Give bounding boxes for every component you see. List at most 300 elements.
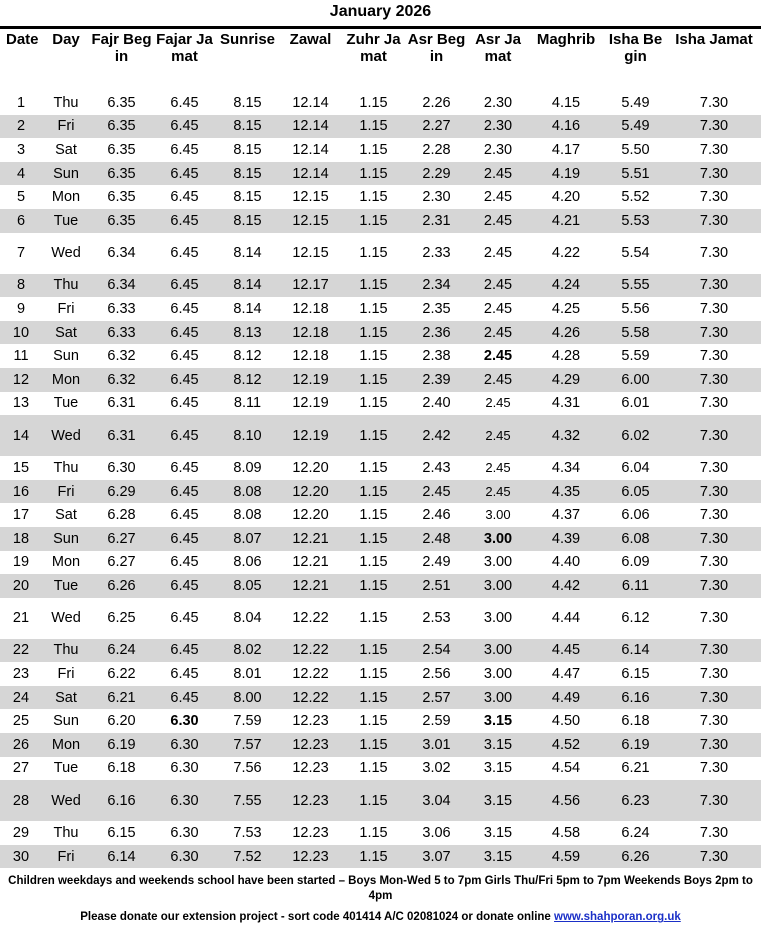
cell-isha-jamat: 7.30 bbox=[667, 686, 761, 710]
cell-asr-jamat: 3.15 bbox=[483, 825, 513, 842]
cell-isha-begin: 5.58 bbox=[604, 321, 667, 345]
cell-maghrib: 4.45 bbox=[528, 639, 604, 663]
cell-asr-begin: 2.35 bbox=[422, 300, 451, 317]
table-row bbox=[0, 138, 761, 162]
cell-day: Tue bbox=[53, 395, 79, 412]
cell-zawal: 12.14 bbox=[292, 94, 329, 111]
cell-zawal: 12.18 bbox=[292, 348, 329, 365]
cell-day: Sun bbox=[53, 713, 79, 730]
table-row bbox=[0, 162, 761, 186]
table-row bbox=[0, 480, 761, 504]
cell-asr-jamat: 3.15 bbox=[468, 733, 528, 757]
cell-fajar-jamat: 6.30 bbox=[153, 845, 216, 869]
cell-isha-jamat: 7.30 bbox=[699, 554, 729, 571]
cell-zawal: 12.19 bbox=[279, 415, 342, 456]
cell-zawal: 12.18 bbox=[279, 321, 342, 345]
cell-day: Sat bbox=[55, 507, 77, 524]
cell-zuhr-jamat: 1.15 bbox=[359, 94, 388, 111]
cell-asr-begin: 2.57 bbox=[405, 686, 468, 710]
cell-sunrise: 8.09 bbox=[233, 459, 262, 476]
table-row bbox=[0, 503, 761, 527]
cell-isha-jamat: 7.30 bbox=[667, 209, 761, 233]
cell-fajr-begin: 6.26 bbox=[90, 574, 153, 598]
cell-zawal: 12.15 bbox=[292, 245, 329, 262]
cell-asr-begin: 2.59 bbox=[422, 713, 451, 730]
cell-zawal: 12.21 bbox=[279, 574, 342, 598]
website-link[interactable]: www.shahporan.org.uk bbox=[554, 911, 681, 924]
cell-isha-begin: 6.21 bbox=[621, 760, 650, 777]
cell-isha-jamat: 7.30 bbox=[667, 639, 761, 663]
cell-asr-begin: 2.49 bbox=[422, 554, 451, 571]
cell-isha-begin: 6.15 bbox=[621, 666, 650, 683]
cell-zawal: 12.22 bbox=[292, 666, 329, 683]
cell-fajar-jamat: 6.45 bbox=[170, 610, 199, 627]
cell-fajr-begin: 6.24 bbox=[90, 639, 153, 663]
cell-zuhr-jamat: 1.15 bbox=[359, 300, 388, 317]
table-row bbox=[0, 527, 761, 551]
cell-isha-begin: 6.19 bbox=[604, 733, 667, 757]
header-asr-begin: Asr Begin bbox=[407, 31, 466, 65]
cell-fajar-jamat: 6.45 bbox=[170, 507, 199, 524]
cell-day: Wed bbox=[51, 245, 81, 262]
cell-asr-begin: 2.51 bbox=[405, 574, 468, 598]
cell-isha-jamat: 7.30 bbox=[667, 480, 761, 504]
cell-maghrib: 4.32 bbox=[528, 415, 604, 456]
cell-zuhr-jamat: 1.15 bbox=[359, 245, 388, 262]
cell-date: 22 bbox=[0, 639, 42, 663]
cell-isha-begin: 6.16 bbox=[604, 686, 667, 710]
cell-zuhr-jamat: 1.15 bbox=[342, 686, 405, 710]
cell-isha-begin: 6.06 bbox=[621, 507, 650, 524]
cell-zawal: 12.17 bbox=[279, 274, 342, 298]
cell-isha-jamat: 7.30 bbox=[667, 368, 761, 392]
cell-zawal: 12.19 bbox=[292, 395, 329, 412]
cell-asr-jamat: 2.45 bbox=[468, 274, 528, 298]
cell-zawal: 12.18 bbox=[292, 300, 329, 317]
cell-isha-begin: 6.23 bbox=[604, 780, 667, 821]
cell-zawal: 12.19 bbox=[279, 368, 342, 392]
cell-fajar-jamat: 6.45 bbox=[153, 368, 216, 392]
cell-isha-jamat: 7.30 bbox=[667, 733, 761, 757]
table-row bbox=[0, 757, 761, 781]
table-row bbox=[0, 551, 761, 575]
cell-sunrise: 8.12 bbox=[233, 348, 262, 365]
cell-maghrib: 4.24 bbox=[528, 274, 604, 298]
cell-fajr-begin: 6.14 bbox=[90, 845, 153, 869]
cell-sunrise: 8.05 bbox=[216, 574, 279, 598]
cell-zuhr-jamat: 1.15 bbox=[359, 760, 388, 777]
cell-asr-jamat: 2.30 bbox=[483, 94, 513, 111]
cell-fajr-begin: 6.15 bbox=[107, 825, 136, 842]
cell-asr-begin: 2.40 bbox=[422, 395, 451, 412]
cell-isha-begin: 5.52 bbox=[621, 189, 650, 206]
cell-maghrib: 4.25 bbox=[551, 300, 581, 317]
cell-date: 29 bbox=[12, 825, 30, 842]
cell-sunrise: 8.00 bbox=[216, 686, 279, 710]
table-row bbox=[0, 456, 761, 480]
cell-fajar-jamat: 6.45 bbox=[153, 639, 216, 663]
cell-zuhr-jamat: 1.15 bbox=[359, 507, 388, 524]
cell-isha-jamat: 7.30 bbox=[667, 321, 761, 345]
table-row bbox=[0, 368, 761, 392]
cell-asr-jamat: 2.45 bbox=[483, 245, 513, 262]
cell-date: 12 bbox=[0, 368, 42, 392]
cell-asr-jamat: 2.45 bbox=[468, 480, 528, 504]
cell-fajar-jamat: 6.45 bbox=[153, 162, 216, 186]
cell-fajr-begin: 6.34 bbox=[107, 245, 136, 262]
cell-fajr-begin: 6.32 bbox=[107, 348, 136, 365]
cell-asr-begin: 2.54 bbox=[405, 639, 468, 663]
cell-day: Fri bbox=[57, 300, 75, 317]
cell-day: Fri bbox=[42, 845, 90, 869]
cell-fajar-jamat: 6.45 bbox=[153, 209, 216, 233]
cell-sunrise: 8.10 bbox=[216, 415, 279, 456]
cell-isha-begin: 6.02 bbox=[604, 415, 667, 456]
cell-isha-jamat: 7.30 bbox=[699, 507, 729, 524]
cell-sunrise: 8.14 bbox=[216, 274, 279, 298]
cell-isha-begin: 5.55 bbox=[604, 274, 667, 298]
cell-date: 18 bbox=[0, 527, 42, 551]
cell-zawal: 12.23 bbox=[292, 760, 329, 777]
cell-day: Sat bbox=[55, 141, 77, 158]
cell-asr-jamat: 2.45 bbox=[483, 300, 513, 317]
table-row bbox=[0, 321, 761, 345]
cell-isha-begin: 5.49 bbox=[604, 115, 667, 139]
cell-asr-begin: 3.02 bbox=[422, 760, 451, 777]
cell-isha-begin: 6.24 bbox=[621, 825, 650, 842]
cell-zuhr-jamat: 1.15 bbox=[359, 666, 388, 683]
cell-asr-jamat: 3.15 bbox=[468, 845, 528, 869]
cell-asr-jamat: 3.15 bbox=[483, 760, 513, 777]
cell-day: Sat bbox=[42, 686, 90, 710]
cell-day: Sun bbox=[42, 527, 90, 551]
cell-asr-begin: 2.39 bbox=[405, 368, 468, 392]
cell-day: Tue bbox=[42, 574, 90, 598]
header-isha-jamat: Isha Jamat bbox=[675, 31, 753, 48]
cell-fajar-jamat: 6.45 bbox=[170, 554, 199, 571]
cell-fajr-begin: 6.27 bbox=[107, 554, 136, 571]
cell-zuhr-jamat: 1.15 bbox=[342, 274, 405, 298]
table-row bbox=[0, 185, 761, 209]
cell-fajr-begin: 6.27 bbox=[90, 527, 153, 551]
cell-asr-jamat: 3.00 bbox=[483, 666, 513, 683]
cell-fajar-jamat: 6.45 bbox=[153, 321, 216, 345]
cell-zuhr-jamat: 1.15 bbox=[342, 480, 405, 504]
cell-maghrib: 4.17 bbox=[551, 141, 581, 158]
table-row bbox=[0, 274, 761, 298]
cell-asr-begin: 2.45 bbox=[405, 480, 468, 504]
table-row bbox=[0, 297, 761, 321]
cell-day: Tue bbox=[42, 209, 90, 233]
cell-date: 27 bbox=[12, 760, 30, 777]
cell-zawal: 12.23 bbox=[279, 733, 342, 757]
cell-isha-begin: 5.53 bbox=[604, 209, 667, 233]
cell-isha-begin: 6.09 bbox=[621, 554, 650, 571]
cell-isha-begin: 5.59 bbox=[621, 348, 650, 365]
cell-fajr-begin: 6.22 bbox=[107, 666, 136, 683]
cell-asr-begin: 2.42 bbox=[405, 415, 468, 456]
cell-isha-begin: 5.54 bbox=[621, 245, 650, 262]
cell-asr-jamat: 3.00 bbox=[485, 507, 511, 523]
cell-sunrise: 8.01 bbox=[233, 666, 262, 683]
cell-fajar-jamat: 6.45 bbox=[153, 274, 216, 298]
cell-asr-begin: 2.28 bbox=[422, 141, 451, 158]
cell-sunrise: 8.15 bbox=[233, 141, 262, 158]
cell-zuhr-jamat: 1.15 bbox=[342, 115, 405, 139]
cell-fajar-jamat: 6.45 bbox=[170, 189, 199, 206]
cell-day: Mon bbox=[42, 368, 90, 392]
cell-date: 8 bbox=[0, 274, 42, 298]
cell-isha-jamat: 7.30 bbox=[699, 94, 729, 111]
cell-fajr-begin: 6.35 bbox=[107, 94, 136, 111]
cell-sunrise: 8.14 bbox=[233, 245, 262, 262]
cell-maghrib: 4.29 bbox=[528, 368, 604, 392]
cell-zawal: 12.14 bbox=[292, 141, 329, 158]
cell-zuhr-jamat: 1.15 bbox=[359, 348, 388, 365]
cell-isha-jamat: 7.30 bbox=[699, 760, 729, 777]
cell-date: 21 bbox=[12, 610, 30, 627]
cell-zuhr-jamat: 1.15 bbox=[342, 209, 405, 233]
cell-fajr-begin: 6.31 bbox=[107, 395, 136, 412]
cell-day: Sat bbox=[42, 321, 90, 345]
header-asr-jamat: Asr Jamat bbox=[475, 31, 521, 65]
cell-isha-jamat: 7.30 bbox=[699, 141, 729, 158]
cell-zuhr-jamat: 1.15 bbox=[342, 321, 405, 345]
cell-sunrise: 8.15 bbox=[233, 94, 262, 111]
cell-fajar-jamat: 6.45 bbox=[153, 574, 216, 598]
cell-date: 26 bbox=[0, 733, 42, 757]
cell-date: 24 bbox=[0, 686, 42, 710]
cell-maghrib: 4.31 bbox=[551, 395, 581, 412]
cell-zuhr-jamat: 1.15 bbox=[359, 395, 388, 412]
cell-sunrise: 8.06 bbox=[233, 554, 262, 571]
cell-asr-jamat: 2.30 bbox=[468, 115, 528, 139]
cell-maghrib: 4.15 bbox=[551, 94, 581, 111]
cell-zuhr-jamat: 1.15 bbox=[342, 368, 405, 392]
cell-asr-jamat: 2.45 bbox=[468, 368, 528, 392]
cell-isha-begin: 6.01 bbox=[621, 395, 650, 412]
cell-fajr-begin: 6.35 bbox=[90, 209, 153, 233]
table-row bbox=[0, 233, 761, 274]
cell-fajr-begin: 6.35 bbox=[90, 115, 153, 139]
cell-zuhr-jamat: 1.15 bbox=[342, 639, 405, 663]
cell-fajr-begin: 6.29 bbox=[90, 480, 153, 504]
cell-isha-jamat: 7.30 bbox=[699, 825, 729, 842]
cell-date: 23 bbox=[12, 666, 30, 683]
cell-isha-begin: 5.50 bbox=[621, 141, 650, 158]
cell-day: Thu bbox=[42, 639, 90, 663]
cell-maghrib: 4.40 bbox=[551, 554, 581, 571]
cell-zawal: 12.20 bbox=[279, 480, 342, 504]
cell-zuhr-jamat: 1.15 bbox=[359, 825, 388, 842]
cell-sunrise: 8.14 bbox=[233, 300, 262, 317]
cell-fajr-begin: 6.32 bbox=[90, 368, 153, 392]
cell-asr-jamat: 3.00 bbox=[468, 527, 528, 551]
cell-day: Fri bbox=[57, 666, 75, 683]
cell-fajr-begin: 6.20 bbox=[107, 713, 136, 730]
cell-zuhr-jamat: 1.15 bbox=[359, 141, 388, 158]
cell-zuhr-jamat: 1.15 bbox=[342, 845, 405, 869]
header-maghrib: Maghrib bbox=[536, 31, 596, 48]
cell-maghrib: 4.52 bbox=[528, 733, 604, 757]
cell-fajar-jamat: 6.30 bbox=[170, 825, 199, 842]
cell-day: Wed bbox=[42, 780, 90, 821]
cell-date: 1 bbox=[16, 94, 26, 111]
cell-isha-jamat: 7.30 bbox=[667, 845, 761, 869]
header-sunrise: Sunrise bbox=[219, 31, 276, 48]
cell-isha-jamat: 7.30 bbox=[667, 162, 761, 186]
cell-maghrib: 4.28 bbox=[551, 348, 581, 365]
cell-isha-jamat: 7.30 bbox=[667, 274, 761, 298]
cell-sunrise: 8.08 bbox=[216, 480, 279, 504]
cell-zuhr-jamat: 1.15 bbox=[342, 733, 405, 757]
cell-fajar-jamat: 6.45 bbox=[170, 94, 199, 111]
cell-date: 10 bbox=[0, 321, 42, 345]
cell-zawal: 12.22 bbox=[279, 686, 342, 710]
cell-isha-jamat: 7.30 bbox=[667, 415, 761, 456]
cell-date: 13 bbox=[12, 395, 30, 412]
cell-day: Thu bbox=[42, 274, 90, 298]
cell-asr-begin: 2.56 bbox=[422, 666, 451, 683]
cell-date: 25 bbox=[12, 713, 30, 730]
cell-zawal: 12.20 bbox=[292, 507, 329, 524]
cell-asr-begin: 2.33 bbox=[422, 245, 451, 262]
cell-fajar-jamat: 6.30 bbox=[170, 760, 199, 777]
cell-date: 5 bbox=[16, 189, 26, 206]
cell-fajr-begin: 6.19 bbox=[90, 733, 153, 757]
cell-isha-jamat: 7.30 bbox=[699, 666, 729, 683]
cell-date: 9 bbox=[16, 300, 26, 317]
cell-fajar-jamat: 6.45 bbox=[170, 348, 199, 365]
cell-zuhr-jamat: 1.15 bbox=[342, 162, 405, 186]
cell-isha-begin: 6.05 bbox=[604, 480, 667, 504]
table-row bbox=[0, 709, 761, 733]
cell-isha-jamat: 7.30 bbox=[699, 348, 729, 365]
cell-sunrise: 8.15 bbox=[216, 162, 279, 186]
cell-sunrise: 8.08 bbox=[233, 507, 262, 524]
cell-date: 4 bbox=[0, 162, 42, 186]
cell-date: 2 bbox=[0, 115, 42, 139]
cell-fajr-begin: 6.35 bbox=[107, 189, 136, 206]
header-zawal: Zawal bbox=[289, 31, 332, 48]
cell-isha-jamat: 7.30 bbox=[699, 245, 729, 262]
cell-maghrib: 4.22 bbox=[551, 245, 581, 262]
donation-notice bbox=[0, 904, 761, 925]
cell-maghrib: 4.56 bbox=[528, 780, 604, 821]
cell-maghrib: 4.20 bbox=[551, 189, 581, 206]
table-row bbox=[0, 415, 761, 456]
cell-day: Thu bbox=[53, 94, 79, 111]
table-row bbox=[0, 574, 761, 598]
cell-sunrise: 7.52 bbox=[216, 845, 279, 869]
cell-asr-jamat: 2.45 bbox=[468, 162, 528, 186]
cell-date: 3 bbox=[16, 141, 26, 158]
cell-fajar-jamat: 6.30 bbox=[153, 733, 216, 757]
cell-zawal: 12.14 bbox=[279, 162, 342, 186]
cell-zawal: 12.23 bbox=[279, 845, 342, 869]
cell-zuhr-jamat: 1.15 bbox=[359, 713, 388, 730]
cell-asr-jamat: 2.45 bbox=[485, 395, 511, 411]
cell-isha-jamat: 7.30 bbox=[667, 574, 761, 598]
cell-zuhr-jamat: 1.15 bbox=[359, 554, 388, 571]
cell-date: 17 bbox=[12, 507, 30, 524]
header-day: Day bbox=[52, 31, 80, 48]
cell-isha-begin: 6.11 bbox=[604, 574, 667, 598]
cell-fajr-begin: 6.33 bbox=[107, 300, 136, 317]
cell-isha-begin: 6.12 bbox=[621, 610, 650, 627]
cell-sunrise: 8.07 bbox=[216, 527, 279, 551]
table-body bbox=[0, 91, 761, 868]
cell-fajr-begin: 6.21 bbox=[90, 686, 153, 710]
table-row bbox=[0, 780, 761, 821]
cell-asr-jamat: 3.15 bbox=[468, 780, 528, 821]
cell-fajr-begin: 6.28 bbox=[107, 507, 136, 524]
cell-asr-begin: 2.29 bbox=[405, 162, 468, 186]
cell-date: 6 bbox=[0, 209, 42, 233]
cell-isha-begin: 6.00 bbox=[604, 368, 667, 392]
cell-asr-begin: 2.34 bbox=[405, 274, 468, 298]
cell-fajr-begin: 6.33 bbox=[90, 321, 153, 345]
cell-asr-begin: 2.26 bbox=[422, 94, 451, 111]
cell-sunrise: 7.53 bbox=[233, 825, 262, 842]
cell-asr-jamat: 3.15 bbox=[483, 713, 513, 730]
cell-date: 14 bbox=[0, 415, 42, 456]
cell-isha-jamat: 7.30 bbox=[699, 610, 729, 627]
cell-fajr-begin: 6.30 bbox=[107, 459, 136, 476]
cell-zuhr-jamat: 1.15 bbox=[342, 780, 405, 821]
cell-asr-begin: 3.04 bbox=[405, 780, 468, 821]
cell-maghrib: 4.26 bbox=[528, 321, 604, 345]
cell-maghrib: 4.50 bbox=[551, 713, 581, 730]
cell-day: Fri bbox=[42, 480, 90, 504]
cell-isha-begin: 5.56 bbox=[621, 300, 650, 317]
cell-zuhr-jamat: 1.15 bbox=[342, 527, 405, 551]
table-row bbox=[0, 598, 761, 639]
cell-maghrib: 4.35 bbox=[528, 480, 604, 504]
cell-maghrib: 4.42 bbox=[528, 574, 604, 598]
cell-maghrib: 4.54 bbox=[551, 760, 581, 777]
cell-day: Wed bbox=[51, 610, 81, 627]
cell-maghrib: 4.21 bbox=[528, 209, 604, 233]
cell-fajr-begin: 6.35 bbox=[90, 162, 153, 186]
cell-isha-begin: 6.18 bbox=[621, 713, 650, 730]
cell-asr-jamat: 3.00 bbox=[468, 639, 528, 663]
donation-text: Please donate our extension project - sort code 401414 A/C 02081024 or donate online bbox=[80, 911, 555, 924]
table-row bbox=[0, 662, 761, 686]
cell-asr-begin: 3.06 bbox=[422, 825, 451, 842]
school-notice: Children weekdays and weekends school have been started – Boys Mon-Wed 5 to 7pm Girls Thu/Fri 5pm to 7pm Weekends Boys 2pm to 4pm bbox=[8, 875, 753, 903]
cell-sunrise: 8.15 bbox=[216, 115, 279, 139]
cell-fajr-begin: 6.18 bbox=[107, 760, 136, 777]
cell-day: Mon bbox=[51, 554, 81, 571]
table-row bbox=[0, 733, 761, 757]
cell-isha-jamat: 7.30 bbox=[699, 300, 729, 317]
cell-fajar-jamat: 6.30 bbox=[153, 780, 216, 821]
cell-maghrib: 4.19 bbox=[528, 162, 604, 186]
cell-isha-jamat: 7.30 bbox=[699, 459, 729, 476]
table-header-row bbox=[0, 29, 761, 91]
cell-maghrib: 4.16 bbox=[528, 115, 604, 139]
cell-asr-jamat: 2.45 bbox=[485, 459, 511, 475]
cell-sunrise: 7.56 bbox=[233, 760, 262, 777]
cell-asr-begin: 2.38 bbox=[422, 348, 451, 365]
cell-asr-begin: 2.53 bbox=[422, 610, 451, 627]
cell-zuhr-jamat: 1.15 bbox=[359, 459, 388, 476]
cell-zuhr-jamat: 1.15 bbox=[359, 189, 388, 206]
cell-sunrise: 8.11 bbox=[233, 395, 262, 412]
cell-zawal: 12.23 bbox=[279, 780, 342, 821]
cell-isha-jamat: 7.30 bbox=[699, 189, 729, 206]
